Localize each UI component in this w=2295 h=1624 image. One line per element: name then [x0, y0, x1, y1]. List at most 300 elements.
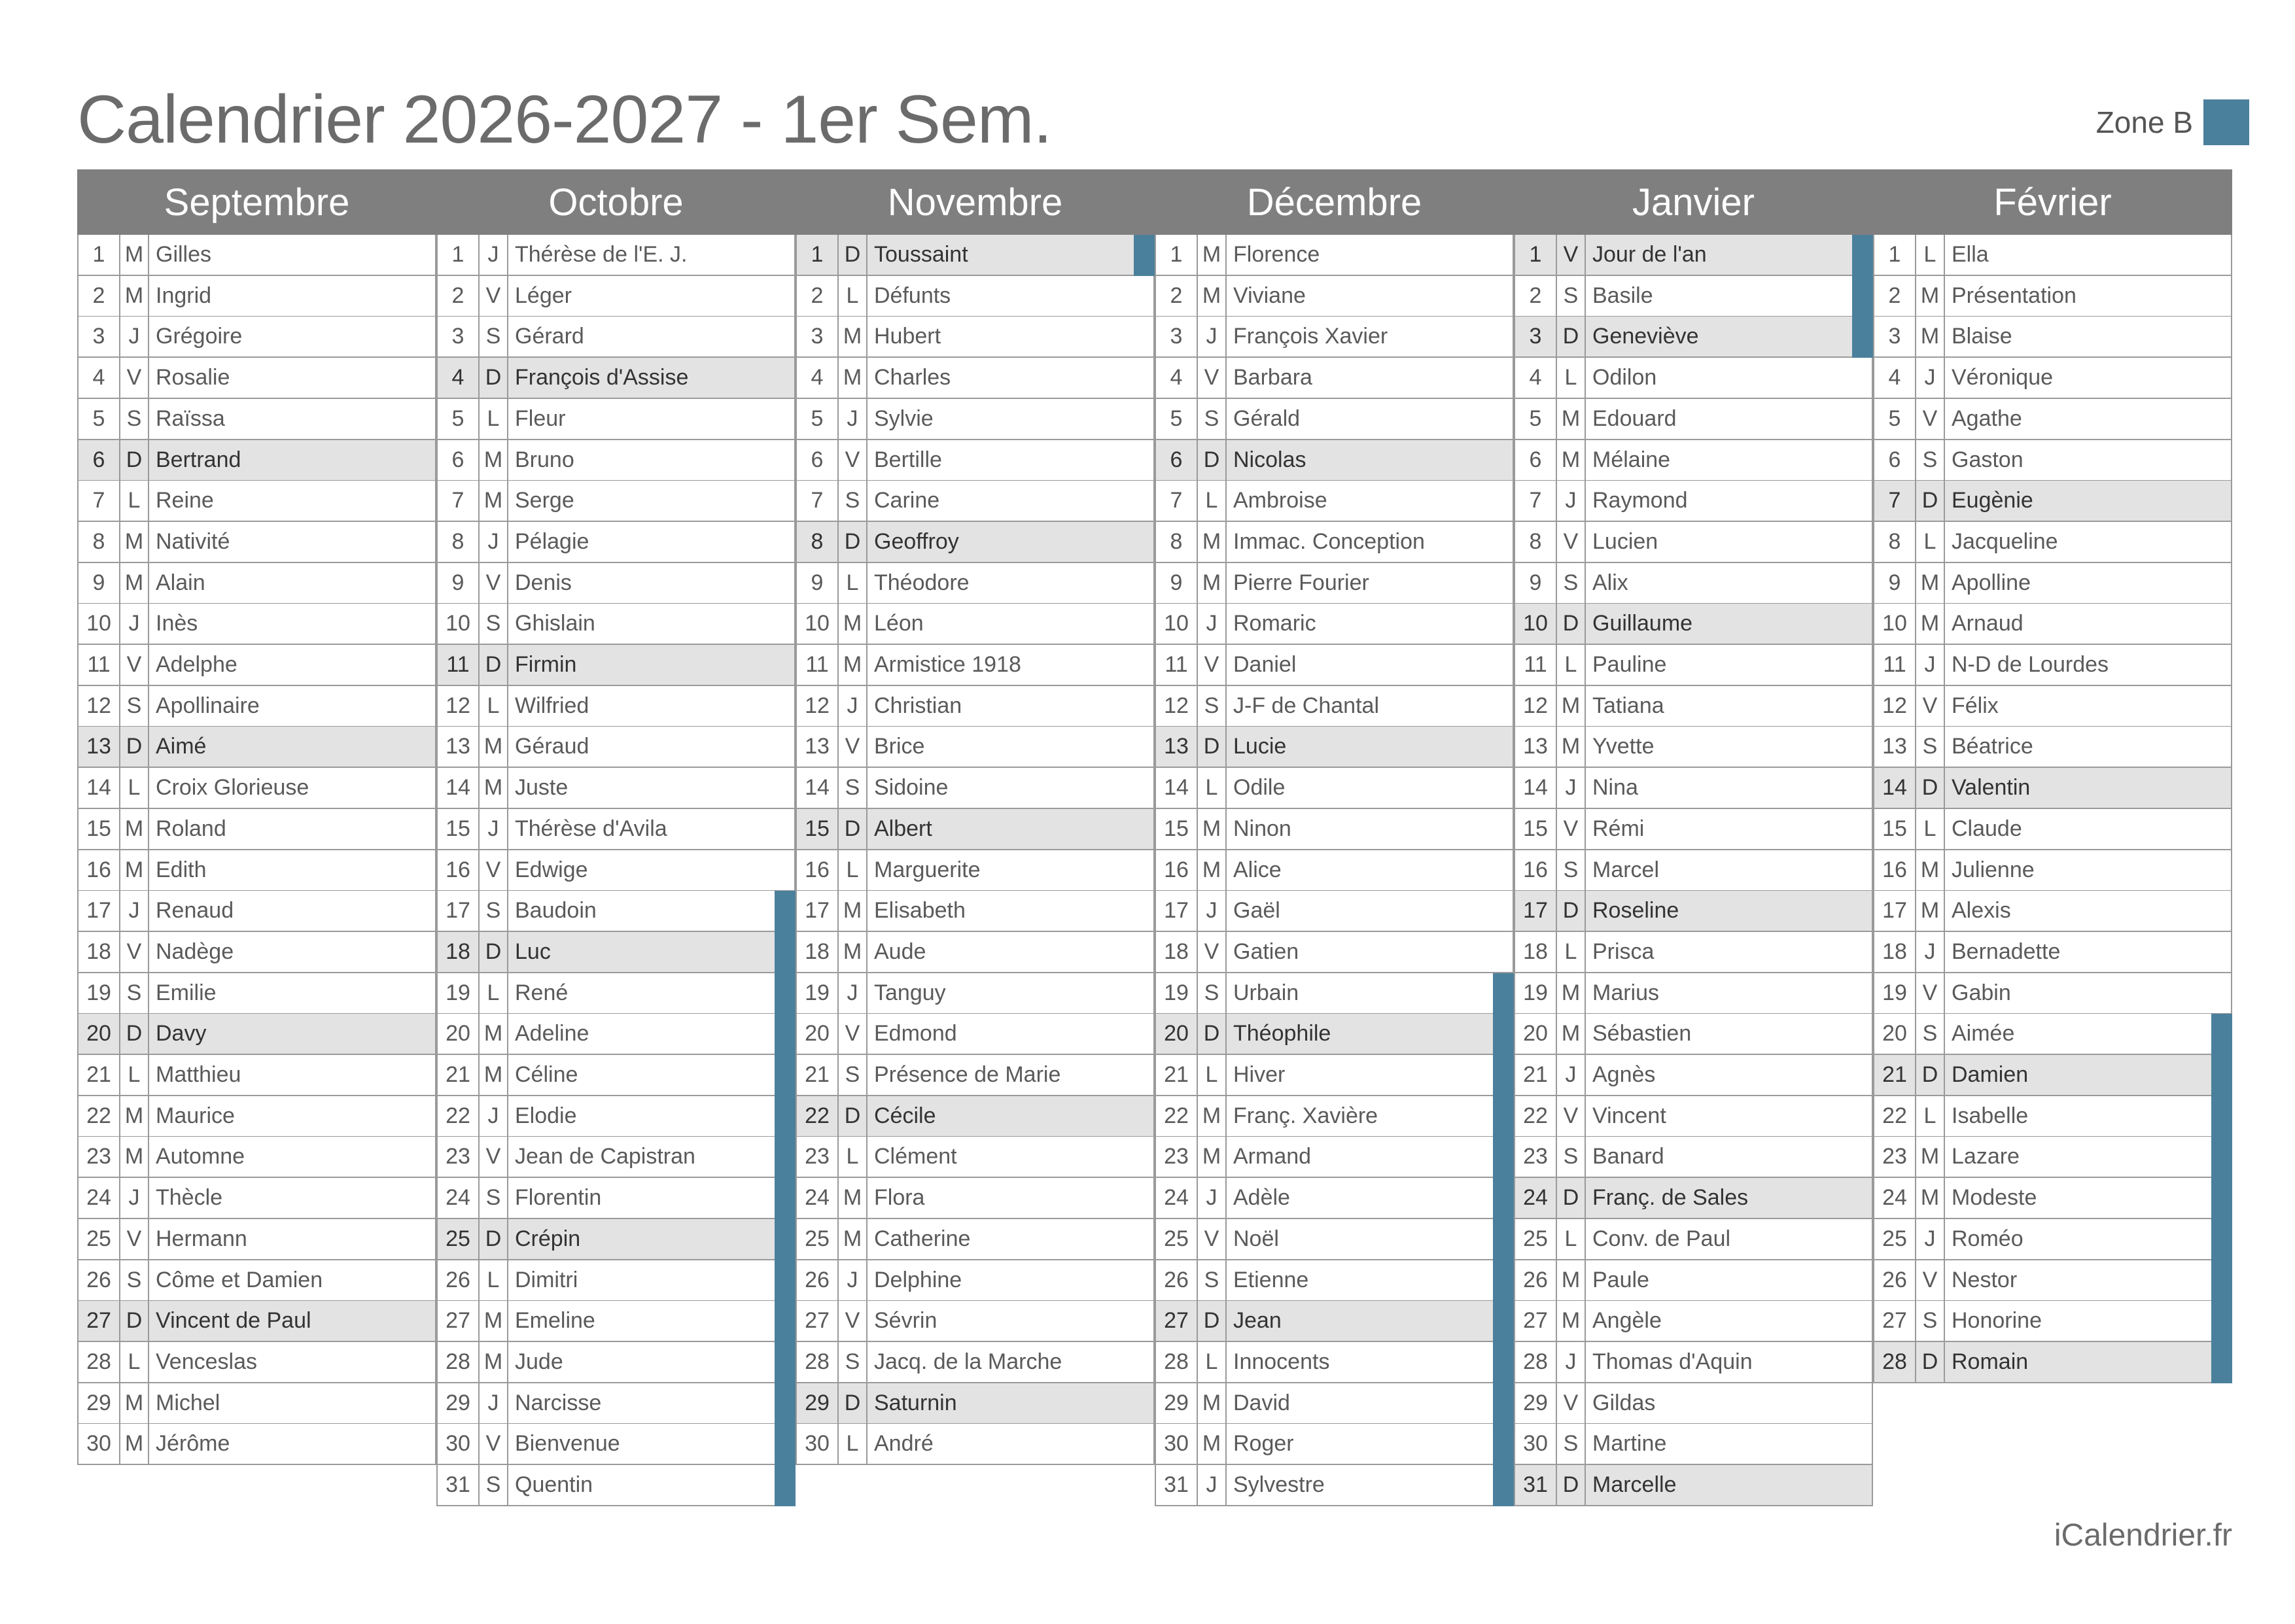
- day-number: 7: [77, 481, 120, 521]
- weekday-letter: L: [1198, 481, 1227, 521]
- weekday-letter: L: [1557, 932, 1586, 972]
- day-row: [796, 973, 1155, 1014]
- day-number: 24: [1155, 1178, 1198, 1218]
- day-row: [1873, 686, 2232, 727]
- saint-name: Blaise: [1945, 317, 2232, 356]
- weekday-letter: J: [480, 809, 508, 849]
- saint-name: Raïssa: [149, 399, 436, 439]
- day-row: [77, 522, 436, 563]
- day-row: [1155, 891, 1514, 932]
- day-number: 29: [1155, 1383, 1198, 1423]
- day-number: 26: [1155, 1260, 1198, 1300]
- saint-name: Delphine: [867, 1260, 1155, 1300]
- weekday-letter: D: [839, 809, 867, 849]
- day-row: [77, 1096, 436, 1137]
- day-number: 11: [77, 645, 120, 685]
- weekday-letter: L: [480, 399, 508, 439]
- day-number: 11: [1873, 645, 1916, 685]
- saint-name: Crépin: [508, 1219, 796, 1259]
- day-number: 30: [1155, 1424, 1198, 1464]
- day-number: 23: [436, 1137, 480, 1177]
- weekday-letter: M: [120, 1424, 149, 1464]
- saint-name: Renaud: [149, 891, 436, 931]
- day-number: 21: [436, 1055, 480, 1095]
- day-number: 12: [1873, 686, 1916, 726]
- day-row: [1155, 522, 1514, 563]
- saint-name: Roseline: [1586, 891, 1873, 931]
- day-row: [1873, 1260, 2232, 1302]
- saint-name: Martine: [1586, 1424, 1873, 1464]
- weekday-letter: L: [1916, 522, 1945, 562]
- day-row: [1514, 727, 1873, 768]
- weekday-letter: D: [1198, 1014, 1227, 1054]
- saint-name: Narcisse: [508, 1383, 796, 1423]
- weekday-letter: L: [839, 1424, 867, 1464]
- weekday-letter: M: [120, 1383, 149, 1423]
- weekday-letter: D: [120, 1014, 149, 1054]
- day-row: [77, 932, 436, 973]
- saint-name: Bruno: [508, 440, 796, 480]
- day-row: [436, 809, 796, 850]
- footer-brand[interactable]: iCalendrier.fr: [2054, 1518, 2232, 1553]
- day-number: 14: [77, 768, 120, 808]
- saint-name: N-D de Lourdes: [1945, 645, 2232, 685]
- saint-name: Viviane: [1227, 276, 1514, 316]
- weekday-letter: M: [1198, 1096, 1227, 1136]
- saint-name: Maurice: [149, 1096, 436, 1136]
- day-number: 12: [796, 686, 839, 726]
- day-row: [1873, 1055, 2232, 1096]
- saint-name: Théophile: [1227, 1014, 1514, 1054]
- saint-name: Firmin: [508, 645, 796, 685]
- saint-name: Charles: [867, 358, 1155, 398]
- day-number: 2: [1873, 276, 1916, 316]
- weekday-letter: V: [480, 1424, 508, 1464]
- weekday-letter: D: [839, 1383, 867, 1423]
- day-row: [1873, 481, 2232, 522]
- day-row: [1873, 522, 2232, 563]
- weekday-letter: L: [839, 850, 867, 890]
- saint-name: Bernadette: [1945, 932, 2232, 972]
- day-row: [1514, 358, 1873, 399]
- saint-name: Cécile: [867, 1096, 1155, 1136]
- day-number: 17: [1873, 891, 1916, 931]
- saint-name: Florentin: [508, 1178, 796, 1218]
- day-row: [1514, 1424, 1873, 1465]
- day-number: 24: [796, 1178, 839, 1218]
- weekday-letter: S: [1916, 727, 1945, 767]
- weekday-letter: M: [1916, 1137, 1945, 1177]
- weekday-letter: S: [480, 604, 508, 644]
- saint-name: Edwige: [508, 850, 796, 890]
- day-row: [1873, 1301, 2232, 1342]
- day-row: [1514, 809, 1873, 850]
- day-number: 18: [436, 932, 480, 972]
- weekday-letter: D: [1916, 768, 1945, 808]
- saint-name: Gérald: [1227, 399, 1514, 439]
- day-row: [1514, 1301, 1873, 1342]
- weekday-letter: J: [1198, 604, 1227, 644]
- day-number: 9: [436, 563, 480, 603]
- saint-name: Défunts: [867, 276, 1155, 316]
- day-number: 1: [1514, 235, 1557, 275]
- saint-name: Bertille: [867, 440, 1155, 480]
- day-row: [436, 1137, 796, 1178]
- weekday-letter: S: [480, 317, 508, 356]
- day-number: 23: [1873, 1137, 1916, 1177]
- day-number: 6: [77, 440, 120, 480]
- day-number: 19: [1873, 973, 1916, 1013]
- weekday-letter: D: [120, 727, 149, 767]
- weekday-letter: M: [839, 891, 867, 931]
- weekday-letter: L: [1198, 1342, 1227, 1382]
- weekday-letter: V: [1916, 1260, 1945, 1300]
- weekday-letter: J: [480, 1383, 508, 1423]
- day-number: 12: [1155, 686, 1198, 726]
- weekday-letter: J: [839, 686, 867, 726]
- day-number: 2: [1155, 276, 1198, 316]
- day-number: 15: [1873, 809, 1916, 849]
- day-row: [1873, 1137, 2232, 1178]
- day-number: 14: [1514, 768, 1557, 808]
- saint-name: Céline: [508, 1055, 796, 1095]
- day-number: 3: [1873, 317, 1916, 356]
- day-row: [436, 1178, 796, 1219]
- day-number: 5: [796, 399, 839, 439]
- day-row: [1514, 1178, 1873, 1219]
- weekday-letter: M: [120, 1137, 149, 1177]
- day-row: [796, 399, 1155, 440]
- day-row: [1155, 850, 1514, 891]
- day-number: 28: [796, 1342, 839, 1382]
- saint-name: Pierre Fourier: [1227, 563, 1514, 603]
- day-number: 8: [796, 522, 839, 562]
- day-number: 9: [1155, 563, 1198, 603]
- day-number: 10: [796, 604, 839, 644]
- weekday-letter: D: [1557, 604, 1586, 644]
- saint-name: Géraud: [508, 727, 796, 767]
- day-number: 13: [1514, 727, 1557, 767]
- day-row: [1873, 276, 2232, 317]
- saint-name: Sylvestre: [1227, 1465, 1514, 1505]
- saint-name: Dimitri: [508, 1260, 796, 1300]
- day-row: [1514, 850, 1873, 891]
- weekday-letter: M: [120, 850, 149, 890]
- saint-name: François Xavier: [1227, 317, 1514, 356]
- day-row: [796, 768, 1155, 809]
- saint-name: Rosalie: [149, 358, 436, 398]
- weekday-letter: L: [480, 1260, 508, 1300]
- day-number: 2: [436, 276, 480, 316]
- day-number: 3: [436, 317, 480, 356]
- saint-name: Armand: [1227, 1137, 1514, 1177]
- day-number: 21: [1514, 1055, 1557, 1095]
- saint-name: Geneviève: [1586, 317, 1873, 356]
- saint-name: Wilfried: [508, 686, 796, 726]
- day-row: [796, 645, 1155, 686]
- month-column: [796, 169, 1155, 1457]
- day-number: 28: [436, 1342, 480, 1382]
- weekday-letter: M: [839, 604, 867, 644]
- weekday-letter: S: [480, 1178, 508, 1218]
- weekday-letter: J: [120, 1178, 149, 1218]
- month-column: [1873, 169, 2232, 1374]
- weekday-letter: V: [1557, 522, 1586, 562]
- day-number: 21: [1873, 1055, 1916, 1095]
- weekday-letter: D: [1198, 727, 1227, 767]
- day-row: [1155, 1424, 1514, 1465]
- weekday-letter: V: [1916, 686, 1945, 726]
- saint-name: Sébastien: [1586, 1014, 1873, 1054]
- day-row: [436, 1014, 796, 1055]
- saint-name: Nina: [1586, 768, 1873, 808]
- day-number: 11: [1514, 645, 1557, 685]
- weekday-letter: J: [120, 891, 149, 931]
- day-number: 2: [77, 276, 120, 316]
- day-number: 24: [436, 1178, 480, 1218]
- day-number: 26: [436, 1260, 480, 1300]
- weekday-letter: M: [1198, 1383, 1227, 1423]
- weekday-letter: J: [1916, 645, 1945, 685]
- saint-name: Conv. de Paul: [1586, 1219, 1873, 1259]
- weekday-letter: L: [120, 1342, 149, 1382]
- day-row: [1873, 1096, 2232, 1137]
- weekday-letter: V: [1198, 358, 1227, 398]
- day-number: 15: [1155, 809, 1198, 849]
- day-row: [1155, 235, 1514, 276]
- day-number: 6: [1873, 440, 1916, 480]
- day-row: [796, 317, 1155, 358]
- day-row: [1873, 891, 2232, 932]
- day-number: 14: [436, 768, 480, 808]
- day-number: 10: [1514, 604, 1557, 644]
- day-row: [1514, 932, 1873, 973]
- weekday-letter: M: [480, 1014, 508, 1054]
- saint-name: Geoffroy: [867, 522, 1155, 562]
- day-row: [1155, 973, 1514, 1014]
- weekday-letter: M: [1916, 317, 1945, 356]
- day-number: 13: [436, 727, 480, 767]
- weekday-letter: S: [120, 686, 149, 726]
- weekday-letter: V: [1916, 973, 1945, 1013]
- weekday-letter: L: [120, 768, 149, 808]
- day-row: [77, 317, 436, 358]
- saint-name: René: [508, 973, 796, 1013]
- day-number: 9: [1873, 563, 1916, 603]
- saint-name: Ambroise: [1227, 481, 1514, 521]
- day-row: [1514, 1096, 1873, 1137]
- saint-name: Toussaint: [867, 235, 1155, 275]
- saint-name: Croix Glorieuse: [149, 768, 436, 808]
- saint-name: Florence: [1227, 235, 1514, 275]
- saint-name: Gérard: [508, 317, 796, 356]
- weekday-letter: M: [1198, 809, 1227, 849]
- day-row: [77, 1178, 436, 1219]
- day-row: [1514, 1014, 1873, 1055]
- day-row: [77, 973, 436, 1014]
- day-row: [436, 1219, 796, 1260]
- weekday-letter: J: [1916, 932, 1945, 972]
- day-row: [436, 481, 796, 522]
- weekday-letter: M: [839, 1178, 867, 1218]
- day-number: 5: [1873, 399, 1916, 439]
- weekday-letter: J: [839, 973, 867, 1013]
- day-number: 9: [1514, 563, 1557, 603]
- day-row: [1155, 932, 1514, 973]
- day-number: 25: [796, 1219, 839, 1259]
- weekday-letter: M: [1557, 1014, 1586, 1054]
- day-number: 21: [796, 1055, 839, 1095]
- day-row: [796, 563, 1155, 604]
- day-row: [1873, 399, 2232, 440]
- day-number: 22: [796, 1096, 839, 1136]
- saint-name: Jacq. de la Marche: [867, 1342, 1155, 1382]
- saint-name: Julienne: [1945, 850, 2232, 890]
- weekday-letter: D: [480, 358, 508, 398]
- saint-name: Mélaine: [1586, 440, 1873, 480]
- weekday-letter: S: [480, 891, 508, 931]
- saint-name: Saturnin: [867, 1383, 1155, 1423]
- school-holiday-bar: [1852, 235, 1873, 358]
- day-row: [1155, 276, 1514, 317]
- day-number: 6: [1155, 440, 1198, 480]
- school-holiday-bar: [1493, 973, 1514, 1506]
- weekday-letter: L: [1916, 235, 1945, 275]
- weekday-letter: D: [120, 440, 149, 480]
- day-number: 17: [436, 891, 480, 931]
- weekday-letter: L: [1557, 358, 1586, 398]
- weekday-letter: V: [1557, 1096, 1586, 1136]
- zone-color-swatch: [2203, 99, 2249, 145]
- day-row: [77, 1055, 436, 1096]
- saint-name: Franç. de Sales: [1586, 1178, 1873, 1218]
- saint-name: Edith: [149, 850, 436, 890]
- day-row: [436, 563, 796, 604]
- day-number: 22: [1873, 1096, 1916, 1136]
- day-number: 22: [1514, 1096, 1557, 1136]
- day-number: 29: [1514, 1383, 1557, 1423]
- day-row: [77, 1301, 436, 1342]
- day-row: [1514, 440, 1873, 481]
- saint-name: Gaël: [1227, 891, 1514, 931]
- saint-name: Lazare: [1945, 1137, 2232, 1177]
- weekday-letter: J: [1198, 891, 1227, 931]
- weekday-letter: J: [120, 604, 149, 644]
- day-row: [1155, 358, 1514, 399]
- weekday-letter: S: [839, 1342, 867, 1382]
- day-row: [436, 1260, 796, 1302]
- day-number: 13: [1155, 727, 1198, 767]
- day-number: 31: [436, 1465, 480, 1505]
- day-row: [1155, 1219, 1514, 1260]
- day-row: [1155, 1260, 1514, 1302]
- day-row: [77, 768, 436, 809]
- saint-name: Michel: [149, 1383, 436, 1423]
- day-number: 25: [1155, 1219, 1198, 1259]
- saint-name: Jean: [1227, 1301, 1514, 1341]
- weekday-letter: V: [1557, 1383, 1586, 1423]
- day-row: [796, 809, 1155, 850]
- saint-name: Valentin: [1945, 768, 2232, 808]
- day-number: 20: [1155, 1014, 1198, 1054]
- saint-name: Flora: [867, 1178, 1155, 1218]
- day-row: [436, 768, 796, 809]
- weekday-letter: V: [1198, 645, 1227, 685]
- saint-name: Hiver: [1227, 1055, 1514, 1095]
- saint-name: Sidoine: [867, 768, 1155, 808]
- weekday-letter: J: [1916, 358, 1945, 398]
- weekday-letter: S: [1916, 1014, 1945, 1054]
- day-row: [796, 1178, 1155, 1219]
- day-number: 18: [796, 932, 839, 972]
- day-row: [1155, 604, 1514, 645]
- weekday-letter: L: [120, 1055, 149, 1095]
- day-row: [1514, 1219, 1873, 1260]
- saint-name: Ingrid: [149, 276, 436, 316]
- weekday-letter: M: [1198, 850, 1227, 890]
- saint-name: Yvette: [1586, 727, 1873, 767]
- saint-name: Juste: [508, 768, 796, 808]
- saint-name: Paule: [1586, 1260, 1873, 1300]
- day-number: 1: [77, 235, 120, 275]
- day-number: 19: [77, 973, 120, 1013]
- day-number: 20: [1873, 1014, 1916, 1054]
- saint-name: Reine: [149, 481, 436, 521]
- saint-name: Davy: [149, 1014, 436, 1054]
- saint-name: Lucie: [1227, 727, 1514, 767]
- weekday-letter: L: [1198, 1055, 1227, 1095]
- weekday-letter: S: [480, 1465, 508, 1505]
- day-row: [1155, 1096, 1514, 1137]
- day-number: 17: [77, 891, 120, 931]
- saint-name: Vincent: [1586, 1096, 1873, 1136]
- saint-name: J-F de Chantal: [1227, 686, 1514, 726]
- day-row: [796, 850, 1155, 891]
- saint-name: Gabin: [1945, 973, 2232, 1013]
- saint-name: André: [867, 1424, 1155, 1464]
- school-holiday-bar: [1134, 235, 1155, 276]
- weekday-letter: S: [1557, 1424, 1586, 1464]
- saint-name: Arnaud: [1945, 604, 2232, 644]
- weekday-letter: V: [1198, 932, 1227, 972]
- weekday-letter: V: [1198, 1219, 1227, 1259]
- weekday-letter: S: [1557, 850, 1586, 890]
- weekday-letter: M: [1557, 440, 1586, 480]
- weekday-letter: M: [1557, 1301, 1586, 1341]
- day-row: [77, 604, 436, 645]
- day-number: 19: [796, 973, 839, 1013]
- saint-name: Odilon: [1586, 358, 1873, 398]
- day-number: 27: [77, 1301, 120, 1341]
- saint-name: Lucien: [1586, 522, 1873, 562]
- saint-name: Aude: [867, 932, 1155, 972]
- saint-name: Roméo: [1945, 1219, 2232, 1259]
- saint-name: Jacqueline: [1945, 522, 2232, 562]
- day-row: [77, 481, 436, 522]
- day-row: [1155, 809, 1514, 850]
- school-holiday-bar: [775, 891, 796, 1506]
- day-row: [1155, 1342, 1514, 1383]
- month-header: Novembre: [796, 169, 1155, 235]
- day-number: 29: [77, 1383, 120, 1423]
- weekday-letter: D: [120, 1301, 149, 1341]
- day-row: [436, 604, 796, 645]
- day-row: [77, 1260, 436, 1302]
- day-row: [796, 604, 1155, 645]
- day-number: 7: [1873, 481, 1916, 521]
- day-number: 27: [436, 1301, 480, 1341]
- day-number: 5: [1514, 399, 1557, 439]
